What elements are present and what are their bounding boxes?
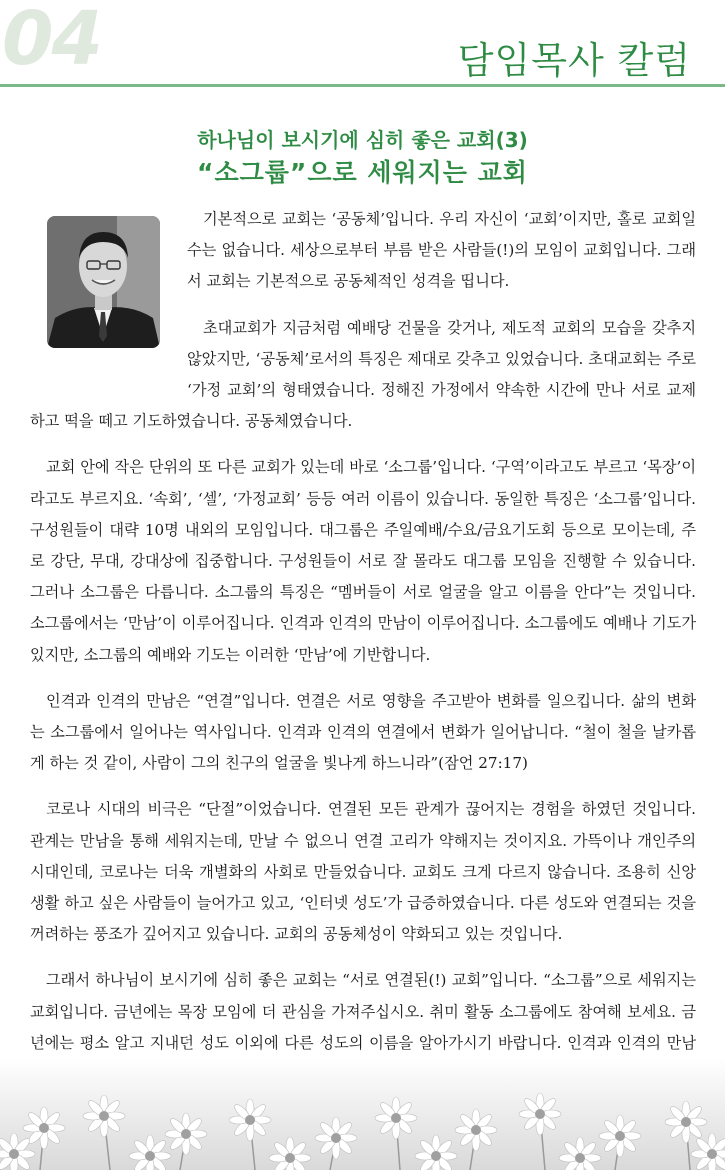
page-number: 04 [2,0,101,82]
header-divider [0,84,725,87]
column-subtitle: 하나님이 보시기에 심히 좋은 교회(3) [197,128,528,152]
column-article [30,204,696,1136]
article-paragraph: 교회 안에 작은 단위의 또 다른 교회가 있는데 바로 ‘소그룹’입니다. ‘구역’이라고도 부르고 ‘목장’이라고도 부르지요. ‘속회’, ‘셀’, ‘가정교회’ 등등 여러 이름이 있습니다. 동일한 특징은 ‘소그룹’입니다. 구성원들이 대략 10명 내외의 모임입니다. 대그룹은 주일예배/수요/금요기도회 등으로 모이는데, 주로 강단, 무대, 강대상에 집중합니다. 구성원들이 서로 잘 몰라도 대그룹 모임을 진행할 수 있습니다. 그러나 소그룹은 다릅니다. 소그룹의 특징은 “멤버들이 서로 얼굴을 알고 이름을 안다”는 것입니다. 소그룹에서는 ‘만남’이 이루어집니다. 인격과 인격의 만남이 이루어집니다. 소그룹에도 예배나 기도가 있지만, 소그룹의 예배와 기도는 이러한 ‘만남’에 기반합니다. [30,458,696,664]
article-paragraph: 인격과 인격의 만남은 “연결”입니다. 연결은 서로 영향을 주고받아 변화를 일으킵니다. 삶의 변화는 소그룹에서 일어나는 역사입니다. 인격과 인격의 연결에서 변화가 일어납니다. “철이 철을 날카롭게 하는 것 같이, 사람이 그의 친구의 얼굴을 빛나게 하느니라”(잠언 27:17) [30,691,696,773]
article-paragraph: 초대교회가 지금처럼 예배당 건물을 갖거나, 제도적 교회의 모습을 갖추지 않았지만, ‘공동체’로서의 특징은 제대로 갖추고 있었습니다. 초대교회는 주로 ‘가정 교회’의 형태였습니다. 정해진 가정에서 약속한 시간에 만나 서로 교제하고 떡을 떼고 기도하였습니다. 공동체였습니다. [30,318,696,431]
section-title: 담임목사 칼럼 [457,39,691,82]
portrait-space [30,204,187,390]
flower-footer-decoration [0,1058,725,1170]
column-title: “소그룹”으로 세워지는 교회 [197,158,528,187]
article-paragraph: 그래서 하나님이 보시기에 심히 좋은 교회는 “서로 연결된(!) 교회”입니다. “소그룹”으로 세워지는 교회입니다. 금년에는 목장 모임에 더 관심을 가져주십시오. 취미 활동 소그룹에도 참여해 보세요. 금년에는 평소 알고 지내던 성도 이외에 다른 성도의 이름을 알아가시기 바랍니다. 인격과 인격의 만남 [30,971,696,1052]
article-paragraph: 코로나 시대의 비극은 “단절”이었습니다. 연결된 모든 관계가 끊어지는 경험을 하였던 것입니다. 관계는 만남을 통해 세워지는데, 만날 수 없으니 연결 고리가 약해지는 것이지요. 가뜩이나 개인주의 시대인데, 코로나는 더욱 개별화의 사회로 만들었습니다. 교회도 크게 다르지 않습니다. 조용히 신앙생활 하고 싶은 사람들이 늘어가고 있고, ‘인터넷 성도’가 급증하였습니다. 다른 성도와 연결되는 것을 꺼려하는 풍조가 깊어지고 있습니다. 교회의 공동체성이 약화되고 있는 것입니다. [30,800,696,944]
article-paragraph: 기본적으로 교회는 ‘공동체’입니다. 우리 자신이 ‘교회’이지만, 홀로 교회일 수는 없습니다. 세상으로부터 부름 받은 사람들(!)의 모임이 교회입니다. 그래서 교회는 기본적으로 공동체적인 성격을 띱니다. [187,210,696,291]
